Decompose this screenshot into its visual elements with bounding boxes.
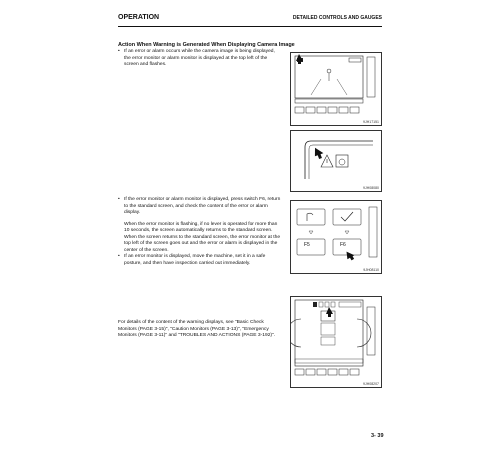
- bullet-press-f6: • If the error monitor or alarm monitor is displayed, press switch F6, return to the standard screen, and check the content of the error or alarm display.: [118, 197, 281, 217]
- bullet-inspection: • If an error monitor is displayed, move the machine, set it in a safe posture, and then have inspection carried out immediately.: [118, 254, 281, 267]
- figure-id: 9JH08207: [363, 382, 379, 386]
- return-icon: [307, 213, 313, 221]
- page-number: 3- 39: [371, 433, 384, 439]
- f6-label: F6: [340, 242, 346, 248]
- function-buttons-row: [295, 107, 359, 113]
- page-header: [118, 14, 382, 27]
- bullet-block-1: [118, 49, 281, 69]
- chapter-title: DETAILED CONTROLS AND GAUGES: [292, 15, 382, 21]
- triangle-down-icon: [309, 231, 313, 234]
- function-switches-drawing: [291, 201, 381, 273]
- f5-label: F5: [304, 242, 310, 248]
- bullet-camera-warning: • If an error or alarm occurs while the camera image is being displayed, the error monitor or alarm monitor is displayed at the top left of the screen and flashes.: [118, 49, 281, 69]
- pointer-arrow-icon: [312, 146, 325, 160]
- figure-id: 9JH17151: [363, 120, 379, 124]
- pointer-arrow-icon: [326, 307, 333, 317]
- para-auto-return: When the error monitor is flashing, if no lever is operated for more than 10 seconds, the screen automatically returns to the standard screen.: [124, 221, 278, 233]
- right-gauge: [357, 319, 371, 347]
- figure-id: 9JH08110: [363, 268, 379, 272]
- standard-screen-drawing: [291, 297, 381, 387]
- para-standard-screen: When the screen returns to the standard screen, the error monitor at the top left of the screen goes out and the error or alarm is displayed in the center of the screen.: [124, 234, 281, 253]
- figure-monitor-closeup: [290, 130, 382, 192]
- monitor-closeup-drawing: [291, 131, 381, 191]
- bullet-block-2: [118, 197, 281, 267]
- pointer-arrow-icon: [344, 249, 356, 262]
- figure-standard-screen: [290, 296, 382, 388]
- left-gauge: [291, 319, 301, 347]
- check-icon: [341, 212, 353, 221]
- figure-function-switches: [290, 200, 382, 274]
- f5-switch: [297, 239, 325, 255]
- section-title: OPERATION: [118, 14, 160, 21]
- figure-camera-screen: [290, 52, 382, 126]
- camera-indicator-icon: [349, 58, 361, 62]
- subsection-title: Action When Warning is Generated When Displaying Camera Image: [118, 42, 295, 48]
- figure-id: 9JH08080: [363, 186, 379, 190]
- reference-paragraph: For details of the content of the warning displays, see "Basic Check Monitors (PAGE 3-15)", "Caution Monitors (PAGE 3-13)", "Emergency Monitors (PAGE 3-11)" and "TROUBLES AND ACTIONS (PAGE 3-192)".: [118, 320, 276, 338]
- person-icon: [327, 69, 331, 73]
- camera-screen-drawing: [291, 53, 381, 125]
- triangle-down-icon: [345, 231, 349, 234]
- function-buttons-row: [295, 369, 359, 375]
